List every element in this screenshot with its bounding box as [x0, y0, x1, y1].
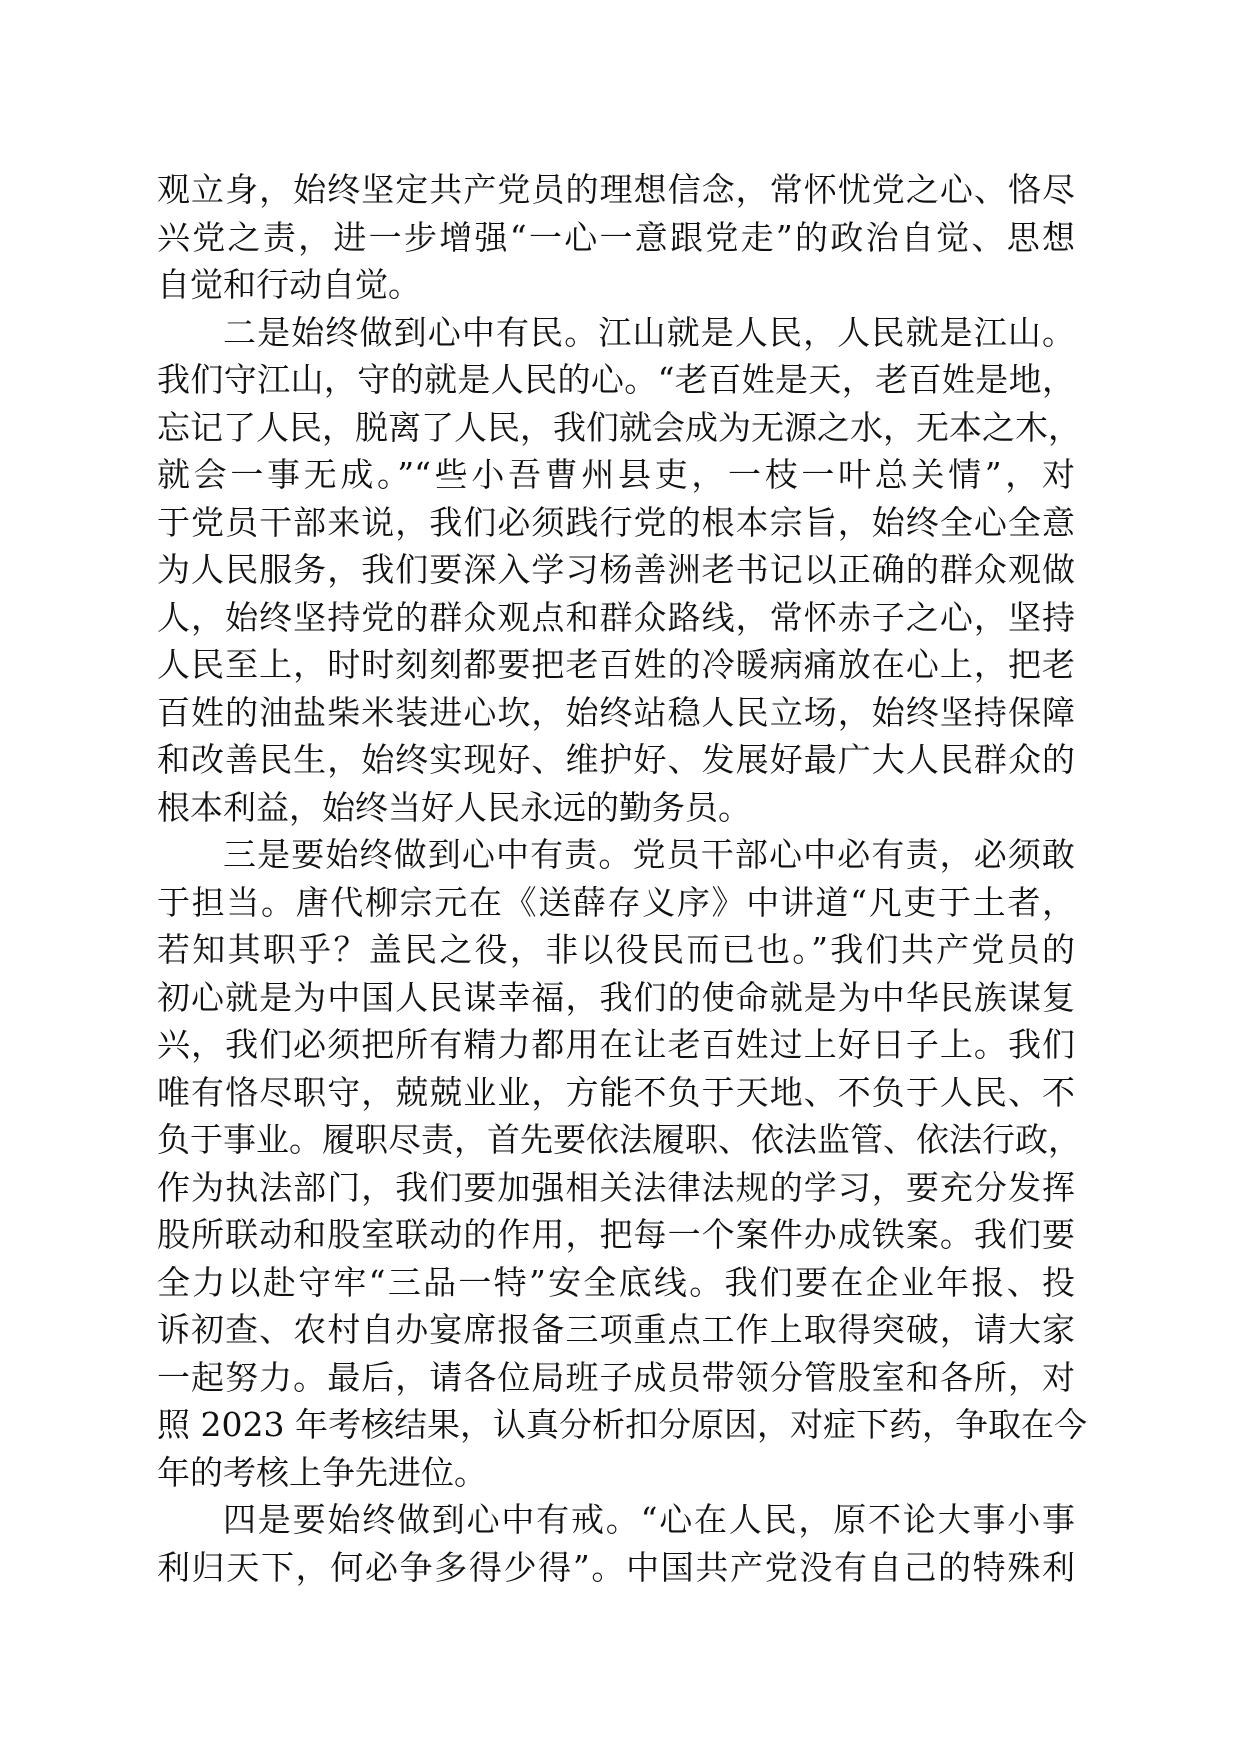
document-body — [157, 166, 1087, 1591]
text-line: 自觉和行动自觉。 — [157, 265, 421, 304]
text-line: 我们守江山，守的就是人民的心。“老百姓是天，老百姓是地， — [157, 360, 1075, 399]
text-line: 一起努力。最后，请各位局班子成员带领分管股室和各所，对 — [157, 1357, 1075, 1397]
text-line: 年的考核上争先进位。 — [157, 1452, 487, 1492]
text-line: 初心就是为中国人民谋幸福，我们的使命就是为中华民族谋复 — [157, 977, 1075, 1017]
text-line: 照 2023 年考核结果，认真分析扣分原因，对症下药，争取在今 — [157, 1405, 1087, 1444]
text-line: 人民至上，时时刻刻都要把老百姓的冷暖病痛放在心上，把老 — [157, 645, 1075, 684]
text-line: 利归天下，何必争多得少得”。中国共产党没有自己的特殊利 — [157, 1547, 1075, 1587]
text-line: 作为执法部门，我们要加强相关法律法规的学习，要充分发挥 — [157, 1167, 1075, 1207]
text-line: 和改善民生，始终实现好、维护好、发展好最广大人民群众的 — [157, 740, 1075, 779]
paragraph-heading-line: 三是要始终做到心中有责。党员干部心中必有责，必须敢 — [223, 835, 1075, 874]
text-line: 负于事业。履职尽责，首先要依法履职、依法监管、依法行政， — [157, 1120, 1081, 1159]
text-line: 诉初查、农村自办宴席报备三项重点工作上取得突破，请大家 — [157, 1310, 1075, 1349]
text-line: 全力以赴守牢“三品一特”安全底线。我们要在企业年报、投 — [157, 1262, 1075, 1302]
text-line: 兴，我们必须把所有精力都用在让老百姓过上好日子上。我们 — [157, 1025, 1075, 1064]
text-line: 就会一事无成。”“些小吾曹州县吏，一枝一叶总关情”，对 — [157, 455, 1075, 494]
text-line: 观立身，始终坚定共产党员的理想信念，常怀忧党之心、恪尽 — [157, 170, 1075, 209]
text-line: 为人民服务，我们要深入学习杨善洲老书记以正确的群众观做 — [157, 550, 1075, 589]
text-line: 兴党之责，进一步增强“一心一意跟党走”的政治自觉、思想 — [157, 217, 1075, 257]
text-line: 忘记了人民，脱离了人民，我们就会成为无源之水，无本之木， — [157, 407, 1081, 447]
text-line: 百姓的油盐柴米装进心坎，始终站稳人民立场，始终坚持保障 — [157, 692, 1075, 732]
text-line: 于党员干部来说，我们必须践行党的根本宗旨，始终全心全意 — [157, 502, 1075, 542]
paragraph-heading-line: 四是要始终做到心中有戒。“心在人民，原不论大事小事 — [223, 1500, 1075, 1539]
text-line: 唯有恪尽职守，兢兢业业，方能不负于天地、不负于人民、不 — [157, 1072, 1075, 1112]
paragraph-heading-line: 二是始终做到心中有民。江山就是人民，人民就是江山。 — [223, 312, 1075, 352]
text-line: 于担当。唐代柳宗元在《送薛存义序》中讲道“凡吏于土者， — [157, 882, 1075, 922]
text-line: 人，始终坚持党的群众观点和群众路线，常怀赤子之心，坚持 — [157, 597, 1075, 637]
text-line: 股所联动和股室联动的作用，把每一个案件办成铁案。我们要 — [157, 1215, 1075, 1254]
text-line: 若知其职乎？盖民之役，非以役民而已也。”我们共产党员的 — [157, 930, 1075, 969]
text-line: 根本利益，始终当好人民永远的勤务员。 — [157, 787, 751, 827]
